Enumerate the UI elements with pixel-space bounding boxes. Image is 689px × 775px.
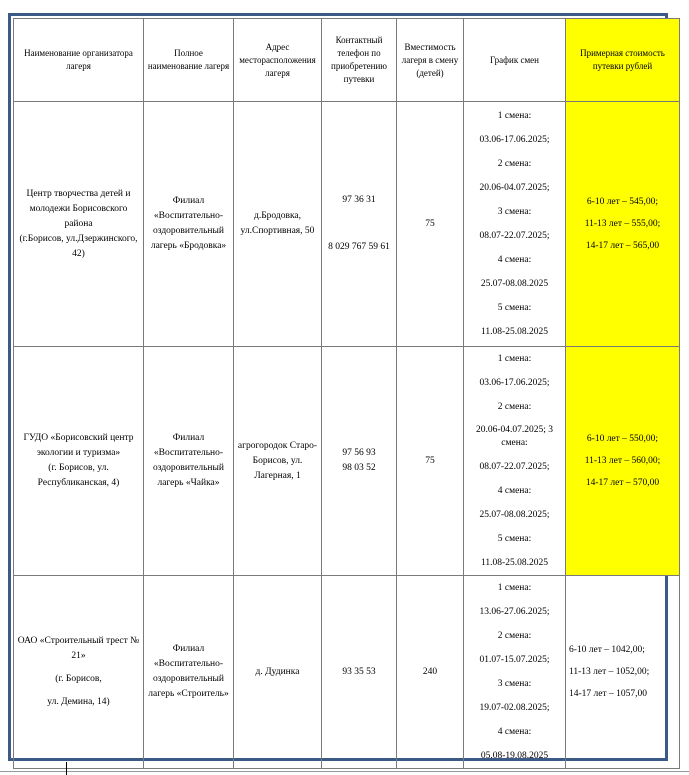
header-camp-name: Полное наименование лагеря [144,19,234,102]
schedule-line: 03.06-17.06.2025; [479,135,550,145]
address-cell: агрогородок Старо-Борисов, ул. Лагерная, 1 [234,347,322,576]
schedule-line: 4 смена: [497,255,532,265]
schedule-line: 4 смена: [497,727,532,737]
schedule-line: 4 смена: [497,486,532,496]
schedule-line: 25.07-08.08.2025 [480,279,549,289]
organizer-address: (г. Борисов, [55,674,102,684]
capacity-cell: 75 [397,102,464,347]
camp-name-cell: Филиал «Воспитательно-оздоровительный лагерь «Чайка» [144,347,234,576]
organizer-cell [14,102,144,347]
schedule-line: 5 смена: [497,303,532,313]
address-cell: д.Бродовка, ул.Спортивная, 50 [234,102,322,347]
schedule-line: 2 смена: [497,402,532,412]
cost-cell [566,576,680,769]
schedule-line: 1 смена: [497,111,532,121]
schedule-cell [464,576,566,769]
organizer-name: Центр творчества детей и молодежи Борисовского района [26,188,131,229]
schedule-line: 1 смена: [497,583,532,593]
organizer-name: ГУДО «Борисовский центр экологии и туризма» [23,433,134,458]
document-frame [8,13,668,761]
schedule-line: 20.06-04.07.2025; 3 смена: [475,425,554,448]
camp-name-cell: Филиал «Воспитательно-оздоровительный лагерь «Строитель» [144,576,234,769]
phone-cell [322,576,397,769]
schedule-line: 5 смена: [497,534,532,544]
text-cursor [66,762,67,775]
schedule-line: 11.08-25.08.2025 [481,327,548,337]
table-row [14,576,680,769]
schedule-line: 2 смена: [497,159,532,169]
page-bottom-rule [0,771,689,772]
cost-line: 6-10 лет – 550,00; [586,434,659,444]
organizer-address: (г.Борисов, ул.Дзержинского, 42) [19,233,138,259]
phone-cell [322,102,397,347]
cost-line: 6-10 лет – 545,00; [586,197,659,207]
organizer-address: ул. Демина, 14) [47,697,110,707]
phone-number: 8 029 767 59 61 [328,242,390,252]
organizer-name: ОАО «Строительный трест № 21» [17,636,140,661]
schedule-line: 25.07-08.08.2025; [479,510,550,520]
cost-cell [566,347,680,576]
schedule-cell [464,347,566,576]
schedule-line: 08.07-22.07.2025; [479,462,550,472]
cost-line: 11-13 лет – 560,00; [584,456,661,466]
cost-cell [566,102,680,347]
phone-number: 93 35 53 [342,666,376,677]
cost-line: 14-17 лет – 570,00 [585,478,660,488]
schedule-line: 03.06-17.06.2025; [479,378,550,388]
capacity-cell: 75 [397,347,464,576]
cost-line: 6-10 лет – 1042,00; [569,645,645,655]
cost-line: 11-13 лет – 1052,00; [569,667,650,677]
cost-line: 11-13 лет – 555,00; [584,219,661,229]
schedule-line: 2 смена: [497,631,532,641]
table-header-row [14,19,680,102]
phone-cell [322,347,397,576]
phone-number: 97 36 31 [342,195,376,205]
cost-line: 14-17 лет – 1057,00 [569,689,648,699]
schedule-line: 05.08-19.08.2025 [480,751,549,761]
schedule-line: 20.06-04.07.2025; [479,183,550,193]
address-cell: д. Дудинка [234,576,322,769]
header-phone: Контактный телефон по приобретению путевки [322,19,397,102]
schedule-line: 01.07-15.07.2025; [479,655,550,665]
header-capacity: Вместимость лагеря в смену (детей) [397,19,464,102]
organizer-address: (г. Борисов, ул. Республиканская, 4) [37,463,120,488]
camp-name-cell: Филиал «Воспитательно-оздоровительный лагерь «Бродовка» [144,102,234,347]
schedule-cell [464,102,566,347]
schedule-line: 19.07-02.08.2025; [479,703,550,713]
schedule-line: 11.08-25.08.2025 [481,558,548,568]
cost-line: 14-17 лет – 565,00 [585,241,660,251]
organizer-cell [14,576,144,769]
phone-number: 97 56 93 [342,448,376,458]
header-cost: Примерная стоимость путевки рублей [566,19,680,102]
header-address: Адрес месторасположения лагеря [234,19,322,102]
camps-table [13,18,680,769]
schedule-line: 3 смена: [497,207,532,217]
table-row [14,347,680,576]
header-organizer: Наименование организатора лагеря [14,19,144,102]
schedule-line: 1 смена: [497,354,532,364]
organizer-cell [14,347,144,576]
phone-number: 98 03 52 [342,463,376,473]
schedule-line: 13.06-27.06.2025; [479,607,550,617]
schedule-line: 3 смена: [497,679,532,689]
schedule-line: 08.07-22.07.2025; [479,231,550,241]
table-row [14,102,680,347]
header-schedule: График смен [464,19,566,102]
capacity-cell: 240 [397,576,464,769]
